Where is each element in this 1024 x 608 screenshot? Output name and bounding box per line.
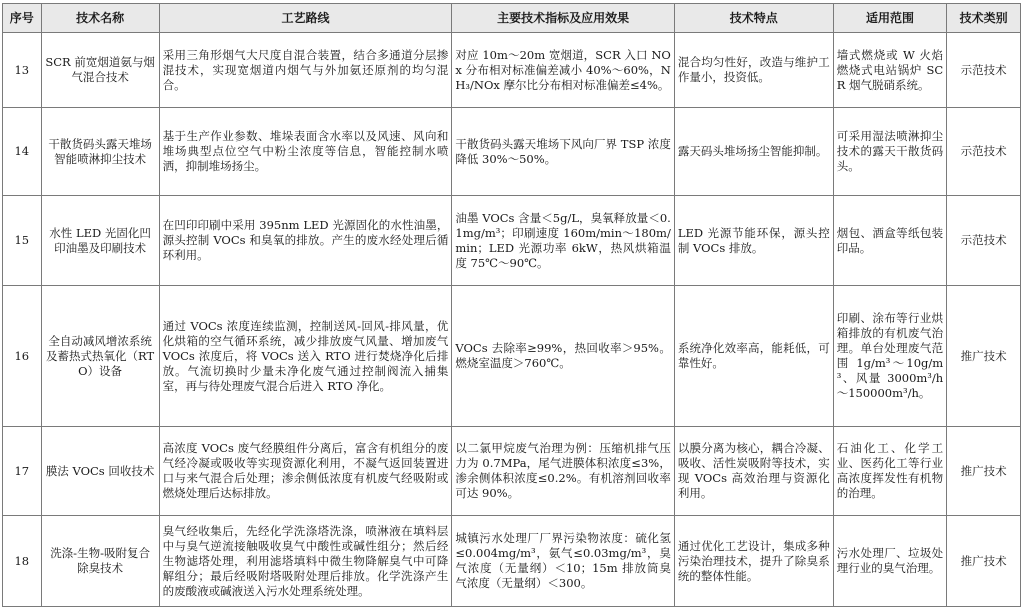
cell-metrics: 油墨 VOCs 含量＜5g/L，臭氧释放量＜0.1mg/m³；印刷速度 160m/min～180m/min；LED 光源功率 6kW，热风烘箱温度 75℃～90℃。 <box>452 196 674 286</box>
cell-type: 示范技术 <box>947 108 1021 196</box>
cell-features: 混合均匀性好，改造与维护工作量小，投资低。 <box>674 33 833 108</box>
cell-name: 膜法 VOCs 回收技术 <box>41 427 159 516</box>
cell-scope: 可采用湿法喷淋抑尘技术的露天干散货码头。 <box>833 108 946 196</box>
cell-route: 高浓度 VOCs 废气经膜组件分离后，富含有机组分的废气经冷凝或吸收等实现资源化利用，不凝气返回装置进口与来气混合后处理；渗余侧低浓度有机废气经吸附或燃烧处理后达标排放。 <box>159 427 452 516</box>
cell-scope: 污水处理厂、垃圾处理行业的臭气治理。 <box>833 516 946 607</box>
table-row <box>3 108 1021 196</box>
cell-features: 通过优化工艺设计，集成多种污染治理技术，提升了除臭系统的整体性能。 <box>674 516 833 607</box>
cell-metrics: 干散货码头露天堆场下风向厂界 TSP 浓度降低 30%～50%。 <box>452 108 674 196</box>
cell-scope: 印刷、涂布等行业烘箱排放的有机废气治理。单台处理废气范围 1g/m³～10g/m³、风量 3000m³/h～150000m³/h。 <box>833 286 946 427</box>
cell-name: SCR 前宽烟道氨与烟气混合技术 <box>41 33 159 108</box>
cell-type: 示范技术 <box>947 196 1021 286</box>
cell-no: 16 <box>3 286 42 427</box>
header-no: 序号 <box>3 4 42 33</box>
table-row <box>3 33 1021 108</box>
cell-no: 18 <box>3 516 42 607</box>
cell-name: 干散货码头露天堆场智能喷淋抑尘技术 <box>41 108 159 196</box>
cell-route: 基于生产作业参数、堆垛表面含水率以及风速、风向和堆场典型点位空气中粉尘浓度等信息，智能控制水喷洒，抑制堆场扬尘。 <box>159 108 452 196</box>
header-type: 技术类别 <box>947 4 1021 33</box>
cell-route: 在凹印印刷中采用 395nm LED 光源固化的水性油墨，源头控制 VOCs 和臭氧的排放。产生的废水经处理后循环利用。 <box>159 196 452 286</box>
table-row <box>3 196 1021 286</box>
cell-features: 以膜分离为核心，耦合冷凝、吸收、活性炭吸附等技术，实现 VOCs 高效治理与资源化利用。 <box>674 427 833 516</box>
cell-features: LED 光源节能环保，源头控制 VOCs 排放。 <box>674 196 833 286</box>
header-scope: 适用范围 <box>833 4 946 33</box>
table-row <box>3 427 1021 516</box>
table-row <box>3 286 1021 427</box>
cell-scope: 烟包、酒盒等纸包装印品。 <box>833 196 946 286</box>
header-features: 技术特点 <box>674 4 833 33</box>
cell-scope: 石油化工、化学工业、医药化工等行业高浓度挥发性有机物的治理。 <box>833 427 946 516</box>
cell-name: 全自动减风增浓系统及蓄热式热氧化（RTO）设备 <box>41 286 159 427</box>
cell-no: 17 <box>3 427 42 516</box>
header-row <box>3 4 1021 33</box>
table-row <box>3 516 1021 607</box>
table-header <box>3 4 1021 33</box>
cell-metrics: 对应 10m～20m 宽烟道，SCR 入口 NOx 分布相对标准偏差减小 40%～60%，NH₃/NOx 摩尔比分布相对标准偏差≤4%。 <box>452 33 674 108</box>
cell-features: 系统净化效率高，能耗低，可靠性好。 <box>674 286 833 427</box>
table-body <box>3 33 1021 607</box>
cell-no: 14 <box>3 108 42 196</box>
cell-type: 推广技术 <box>947 286 1021 427</box>
cell-type: 推广技术 <box>947 427 1021 516</box>
header-route: 工艺路线 <box>159 4 452 33</box>
cell-metrics: VOCs 去除率≥99%，热回收率＞95%。燃烧室温度＞760℃。 <box>452 286 674 427</box>
header-metrics: 主要技术指标及应用效果 <box>452 4 674 33</box>
header-name: 技术名称 <box>41 4 159 33</box>
cell-route: 采用三角形烟气大尺度自混合装置，结合多通道分层掺混技术，实现宽烟道内烟气与外加氨还原剂的均匀混合。 <box>159 33 452 108</box>
cell-route: 通过 VOCs 浓度连续监测，控制送风-回风-排风量，优化烘箱的空气循环系统，减少排放废气风量、增加废气 VOCs 浓度后，将 VOCs 送入 RTO 进行焚烧净化后排放。气流切换时少量未净化废气通过控制阀流入捕集室，再与待处理废气混合后进入 RTO 净化。 <box>159 286 452 427</box>
cell-name: 洗涤-生物-吸附复合除臭技术 <box>41 516 159 607</box>
technology-table <box>2 3 1021 607</box>
cell-name: 水性 LED 光固化凹印油墨及印刷技术 <box>41 196 159 286</box>
cell-type: 推广技术 <box>947 516 1021 607</box>
cell-route: 臭气经收集后，先经化学洗涤塔洗涤，喷淋液在填料层中与臭气逆流接触吸收臭气中酸性或碱性组分；然后经生物滤塔处理，利用滤塔填料中微生物降解臭气中可降解组分；最后经吸附塔吸附处理后排放。化学洗涤产生的废酸液或碱液送入污水处理系统处理。 <box>159 516 452 607</box>
cell-scope: 墙式燃烧或 W 火焰燃烧式电站锅炉 SCR 烟气脱硝系统。 <box>833 33 946 108</box>
cell-features: 露天码头堆场扬尘智能抑制。 <box>674 108 833 196</box>
cell-metrics: 以二氯甲烷废气治理为例：压缩机排气压力为 0.7MPa，尾气进膜体积浓度≤3%，渗余侧体积浓度≤0.2%。有机溶剂回收率可达 90%。 <box>452 427 674 516</box>
cell-no: 13 <box>3 33 42 108</box>
cell-no: 15 <box>3 196 42 286</box>
cell-metrics: 城镇污水处理厂厂界污染物浓度：硫化氢≤0.004mg/m³，氨气≤0.03mg/m³，臭气浓度（无量纲）＜10；15m 排放筒臭气浓度（无量纲）＜300。 <box>452 516 674 607</box>
cell-type: 示范技术 <box>947 33 1021 108</box>
